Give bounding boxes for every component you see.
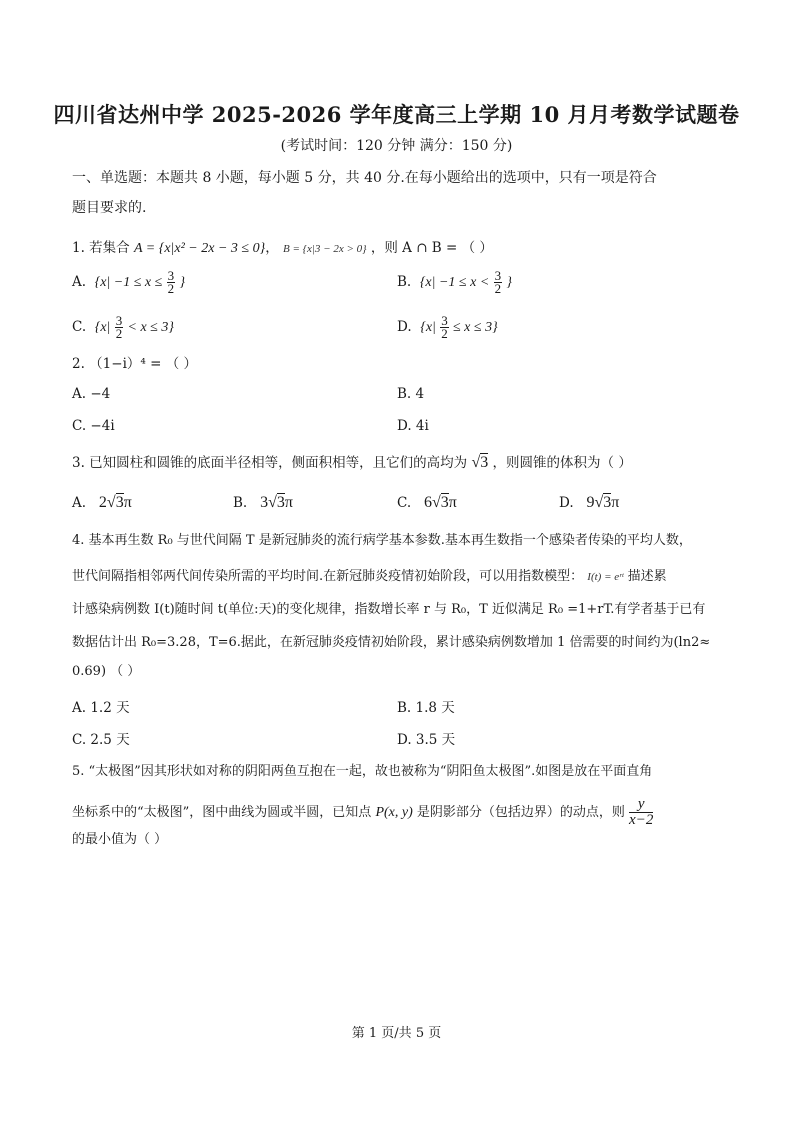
- exam-info: (考试时间：120 分钟 满分：150 分): [280, 138, 513, 154]
- q4-option-d: D. 3.5 天: [397, 732, 456, 748]
- question-5-line1: 5. “太极图”因其形状如对称的阴阳两鱼互抱在一起，故也被称为“阴阳鱼太极图”.如图是放在平面直角: [72, 764, 653, 779]
- q2-option-b: B. 4: [397, 386, 425, 402]
- exponential-model: I(t) = eʳᵗ: [587, 571, 624, 583]
- q2-option-c: C. −4i: [72, 418, 115, 434]
- section-heading-line1: 一、单选题：本题共 8 小题，每小题 5 分，共 40 分.在每小题给出的选项中，只有一项是符合: [72, 170, 657, 186]
- q4-option-a: A. 1.2 天: [72, 700, 130, 716]
- q4-option-b: B. 1.8 天: [397, 700, 455, 716]
- q4-option-c: C. 2.5 天: [72, 732, 130, 748]
- q1-option-d: D. {x| $\frac{3}{2}$ ≤ x ≤ 3}: [397, 313, 498, 341]
- q2-option-a: A. −4: [72, 386, 111, 402]
- point-p: P(x, y): [375, 805, 413, 820]
- q1-option-c: C. {x| $\frac{3}{2}$ < x ≤ 3}: [72, 313, 174, 341]
- question-2-stem: 2. （1−i）⁴ = （ ）: [72, 356, 197, 372]
- question-1-stem: 1. 若集合 A = {x|x² − 2x − 3 ≤ 0}， B = {x|3 − 2x > 0} ，则 A ∩ B = （ ）: [72, 240, 493, 256]
- page-title: 四川省达州中学 2025-2026 学年度高三上学期 10 月月考数学试题卷: [53, 102, 740, 127]
- q3-option-c: C. 6√3π: [397, 494, 457, 511]
- set-a: A = {x|x² − 2x − 3 ≤ 0}: [133, 241, 266, 256]
- q3-option-a: A. 2√3π: [72, 494, 132, 511]
- q2-option-d: D. 4i: [397, 418, 429, 434]
- question-4-line1: 4. 基本再生数 R₀ 与世代间隔 T 是新冠肺炎的流行病学基本参数.基本再生数指一个感染者传染的平均人数，: [72, 533, 692, 548]
- question-4-line2: 世代间隔指相邻两代间传染所需的平均时间.在新冠肺炎疫情初始阶段，可以用指数模型： I(t) = eʳᵗ 描述累: [72, 569, 667, 584]
- q3-option-b: B. 3√3π: [233, 494, 293, 511]
- q1-option-b: B. {x| −1 ≤ x < $\frac{3}{2}$ }: [397, 268, 512, 296]
- section-heading-line2: 题目要求的.: [72, 200, 147, 216]
- question-3-stem: 3. 已知圆柱和圆锥的底面半径相等，侧面积相等，且它们的高均为 √3 ，则圆锥的体积为（ ）: [72, 454, 632, 471]
- page-number: 第 1 页/共 5 页: [351, 1026, 442, 1041]
- question-5-line2: 坐标系中的“太极图”，图中曲线为圆或半圆，已知点 P(x, y) 是阴影部分（包括边界）的动点，则 $\frac{y}{x-2}$: [72, 796, 654, 828]
- set-b: B = {x|3 − 2x > 0}: [282, 243, 367, 255]
- question-4-line5: 0.69) （ ）: [72, 664, 141, 679]
- q1-option-a: A. {x| −1 ≤ x ≤ $\frac{3}{2}$ }: [72, 268, 186, 296]
- question-4-line4: 数据估计出 R₀=3.28，T=6.据此，在新冠肺炎疫情初始阶段，累计感染病例数增加 1 倍需要的时间约为(ln2≈: [72, 635, 711, 650]
- question-4-line3: 计感染病例数 I(t)随时间 t(单位:天)的变化规律，指数增长率 r 与 R₀，T 近似满足 R₀ =1+rT.有学者基于已有: [72, 602, 706, 617]
- q3-option-d: D. 9√3π: [559, 494, 620, 511]
- question-5-line3: 的最小值为（ ）: [72, 832, 168, 847]
